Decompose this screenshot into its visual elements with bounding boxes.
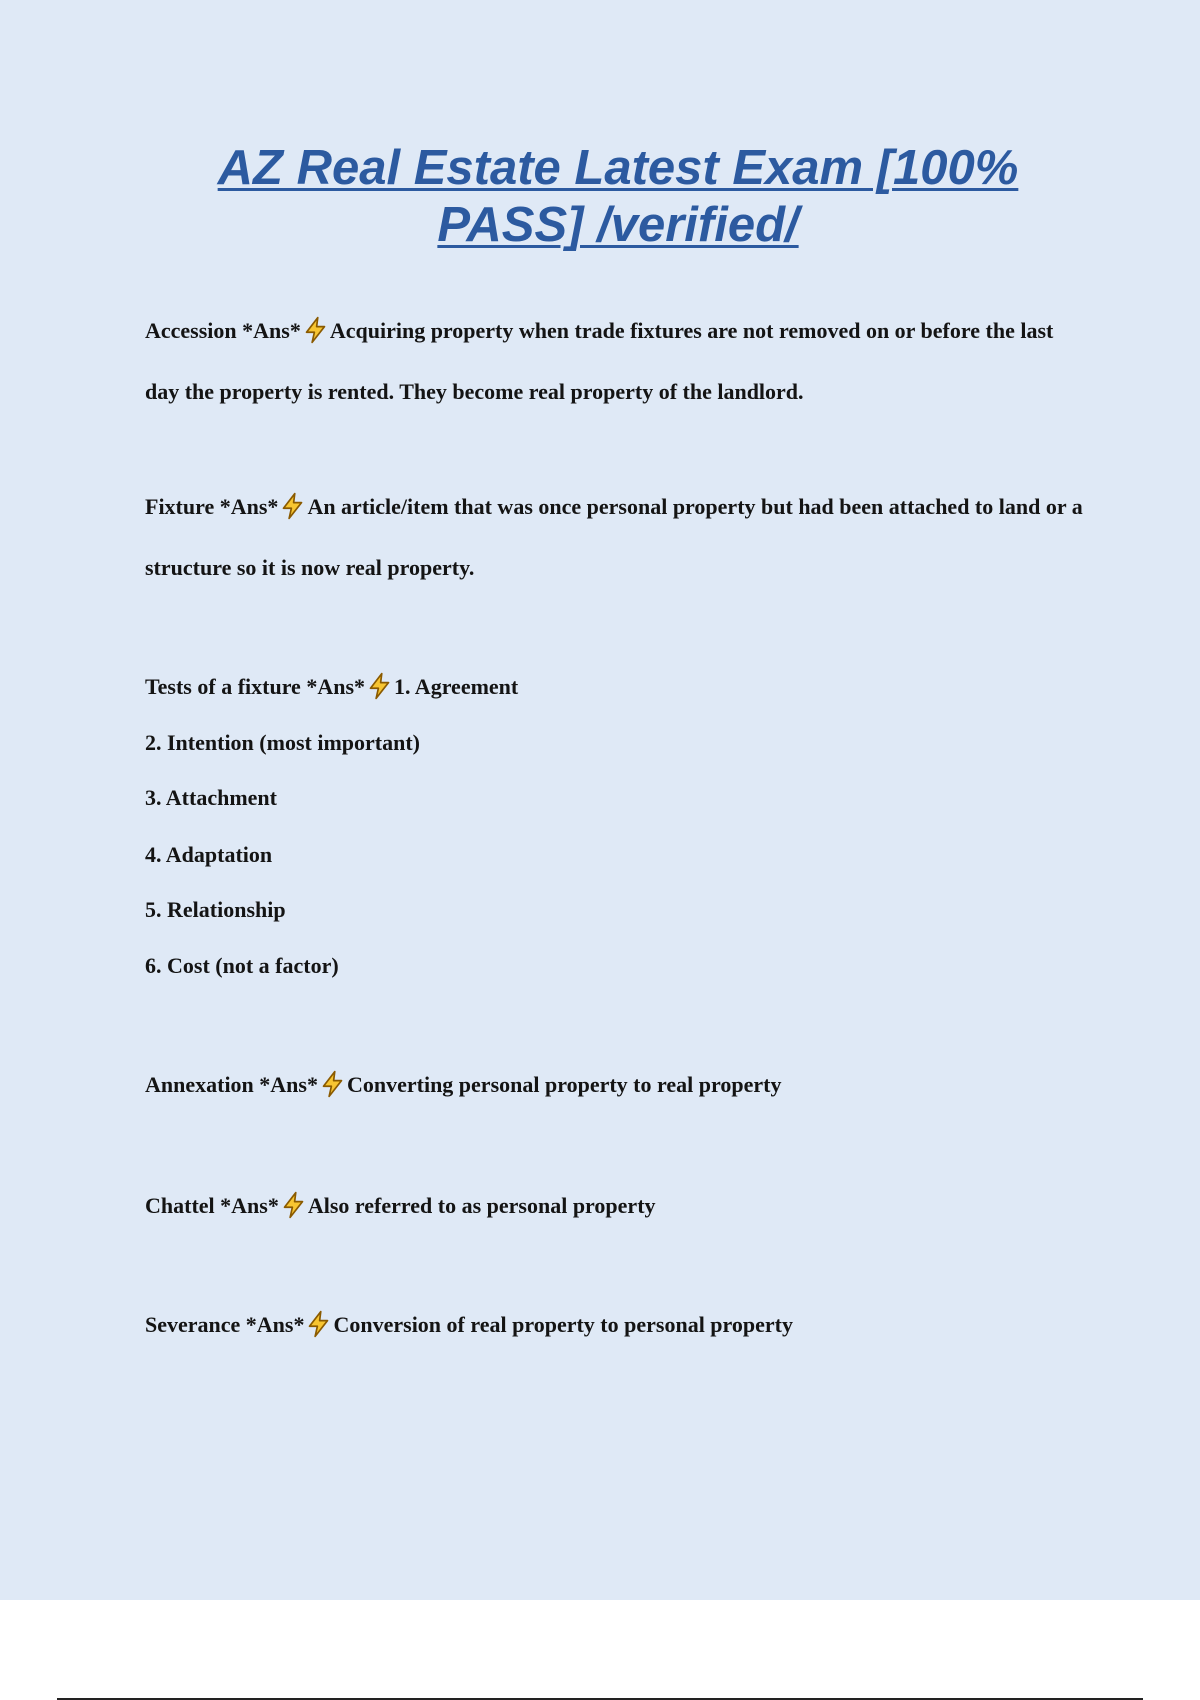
entry-term: Annexation — [145, 1072, 254, 1097]
answer-marker: *Ans* — [259, 1072, 318, 1097]
entry-answer: Conversion of real property to personal property — [333, 1312, 794, 1337]
document-title: AZ Real Estate Latest Exam [100% PASS] /verified/ — [217, 141, 1019, 252]
answer-marker: *Ans* — [242, 318, 301, 343]
answer-marker: *Ans* — [245, 1312, 305, 1337]
entry-term: Tests of a fixture — [145, 674, 301, 699]
entry-answer: Acquiring property when trade fixtures are not removed on or before the last day the property is rented. They become real property of the landlord. — [145, 318, 1054, 404]
list-item: 2. Intention (most important) — [145, 730, 420, 755]
list-item: 6. Cost (not a factor) — [145, 953, 339, 978]
answer-marker: *Ans* — [220, 1193, 279, 1218]
answer-marker: *Ans* — [219, 494, 279, 519]
entry-severance — [145, 1310, 793, 1338]
lightning-bolt-icon — [279, 492, 306, 520]
lightning-bolt-icon — [305, 1310, 332, 1338]
entry-term: Fixture — [145, 494, 215, 519]
entry-chattel — [145, 1191, 656, 1219]
entry-annexation — [145, 1070, 781, 1098]
entry-term: Severance — [145, 1312, 241, 1337]
list-item: 4. Adaptation — [145, 842, 273, 867]
entry-answer: 1. Agreement — [394, 674, 519, 699]
lightning-bolt-icon — [319, 1070, 346, 1098]
lightning-bolt-icon — [366, 672, 393, 700]
entry-answer: Converting personal property to real property — [346, 1072, 782, 1097]
lightning-bolt-icon — [302, 316, 329, 344]
entry-tests-of-a-fixture — [145, 672, 518, 700]
answer-marker: *Ans* — [306, 674, 366, 699]
entry-term: Accession — [145, 318, 237, 343]
list-item: 5. Relationship — [145, 897, 286, 922]
entry-accession — [145, 300, 1085, 422]
lightning-bolt-icon — [280, 1191, 307, 1219]
entry-term: Chattel — [145, 1193, 215, 1218]
list-item: 3. Attachment — [145, 785, 277, 810]
entry-fixture — [145, 476, 1085, 598]
entry-answer: An article/item that was once personal property but had been attached to land or a structure so it is now real property. — [145, 494, 1083, 580]
entry-answer: Also referred to as personal property — [307, 1193, 656, 1218]
